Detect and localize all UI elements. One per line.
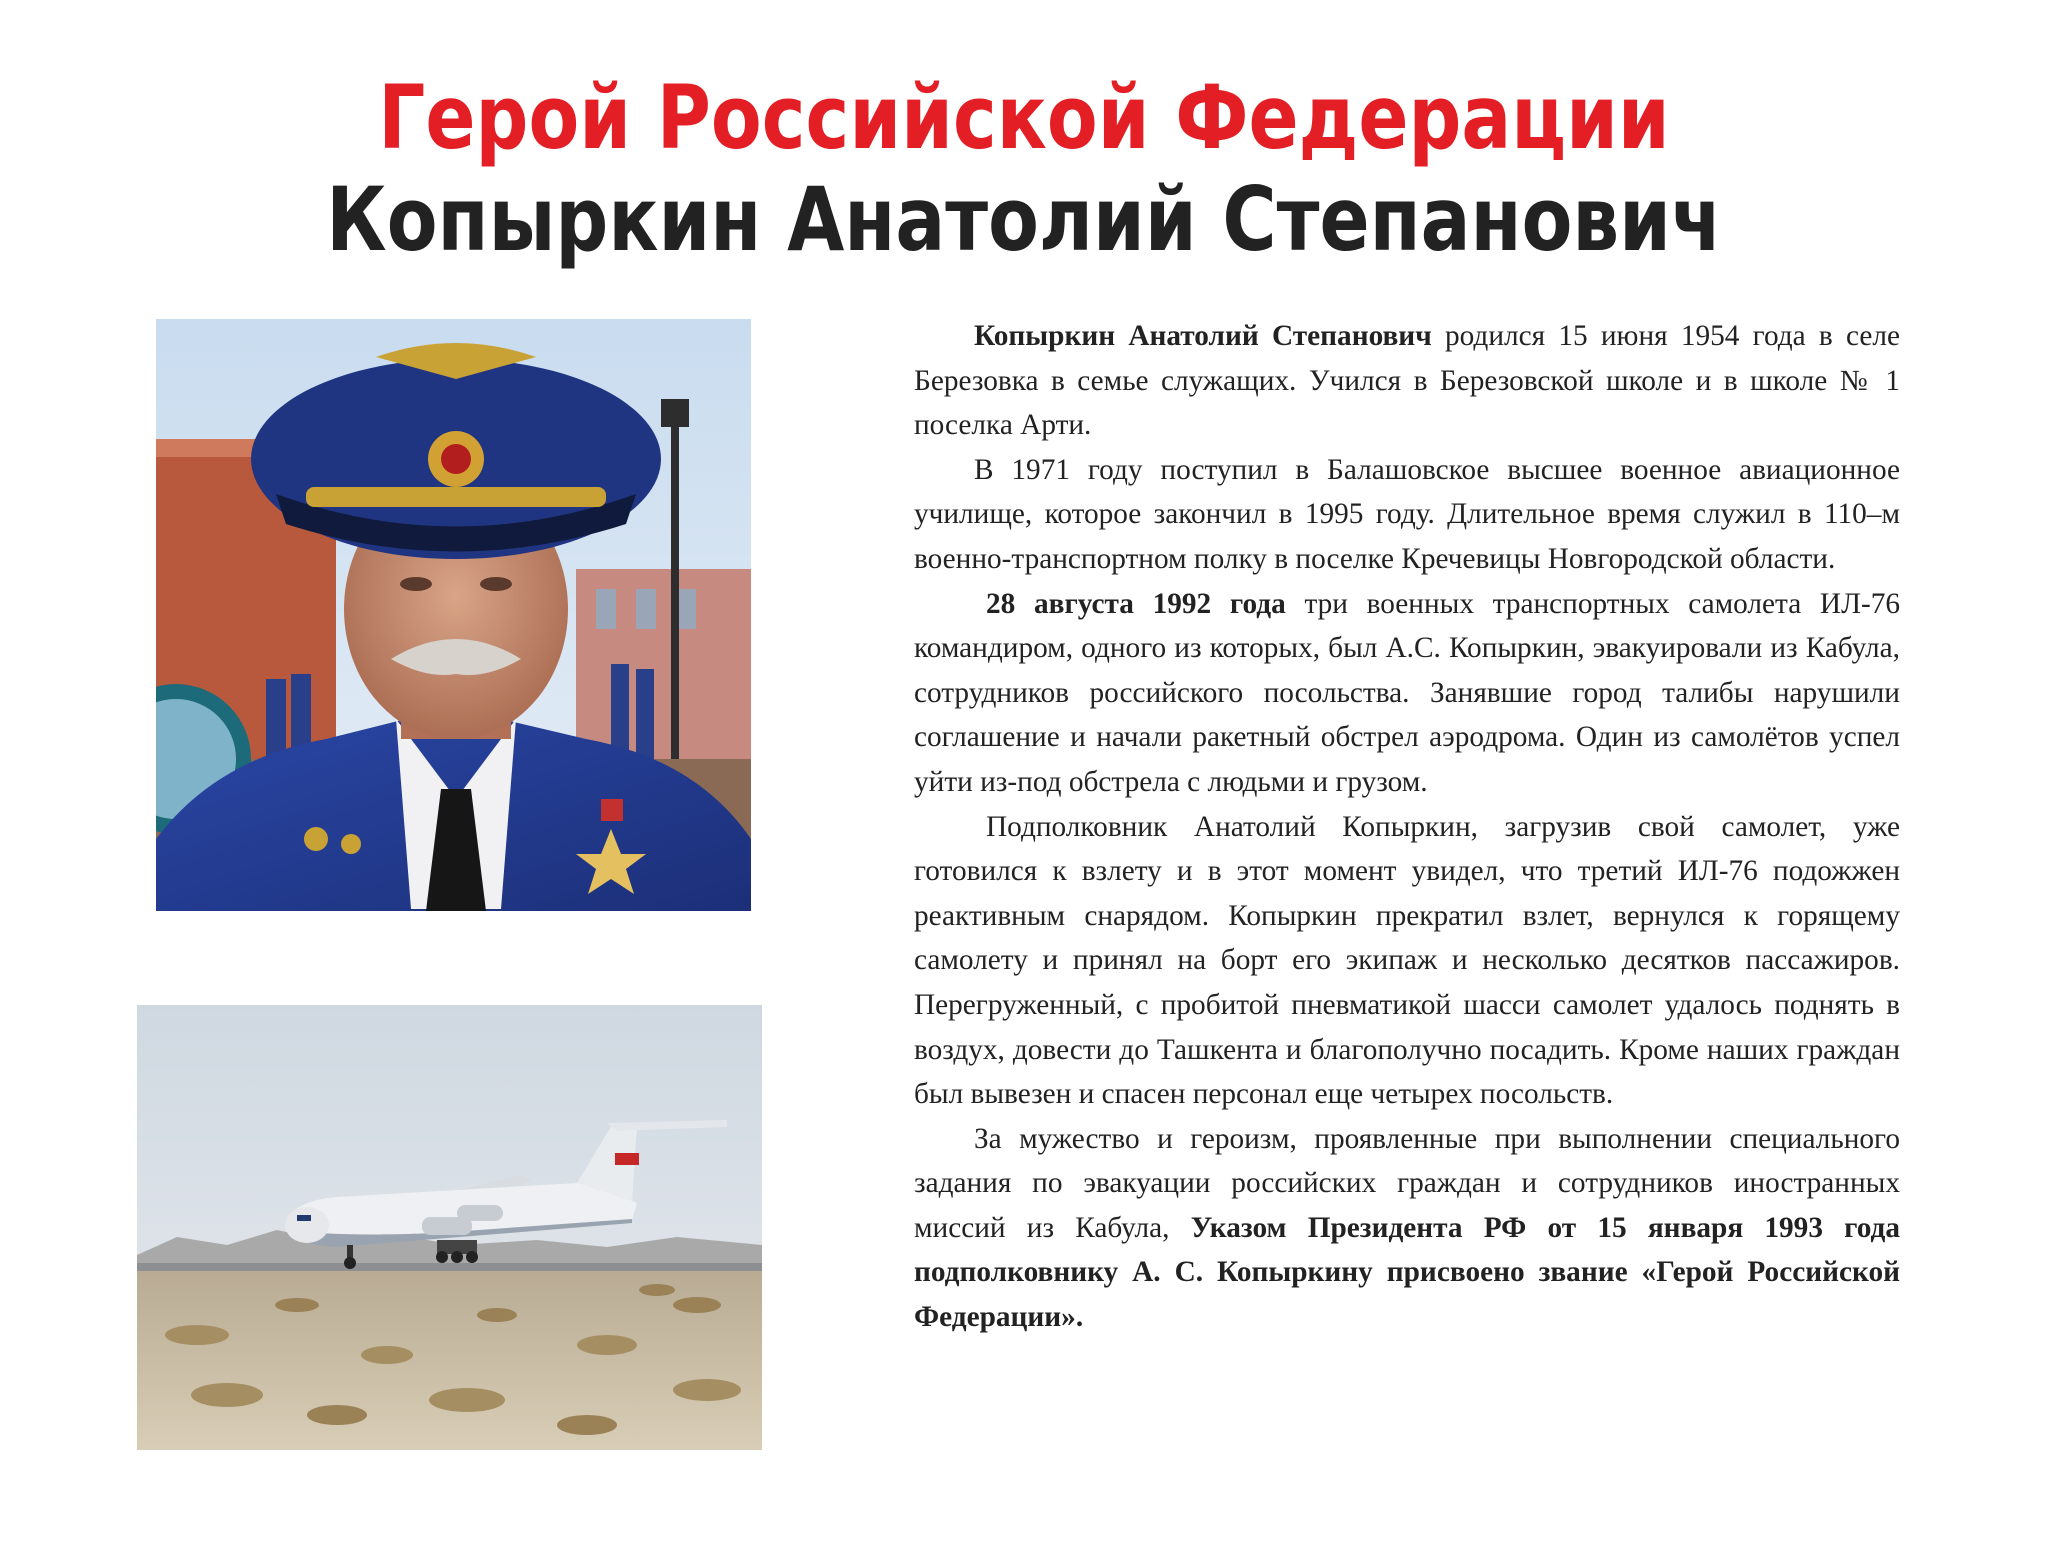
aircraft-photo [137,1005,762,1450]
bio-hero-name: Копыркин Анатолий Степанович [974,320,1432,352]
bio-paragraph-3: 28 августа 1992 года три военных транспортных самолета ИЛ-76 командиром, одного из которых, был А.С. Копыркин, эвакуировали из Кабула, сотрудников российского посольства. Занявшие город талибы нарушили соглашение и начали ракетный обстрел аэродрома. Один из самолётов успел уйти из-под обстрела с людьми и грузом. [914,587,1901,798]
bio-date: 28 августа 1992 года [986,587,1286,620]
bio-award: Указом Президента РФ от 15 января 1993 года подполковнику А. С. Копыркину присвоено звание «Герой Российской Федерации». [914,1211,1901,1334]
bio-paragraph-2: В 1971 году поступил в Балашовское высшее военное авиационное училище, которое закончил в 1995 году. Длительное время служил в 110–м военно-транспортном полку в поселке Кречевицы Новгородской области. [914,453,1900,575]
page-title: Герой Российской Федерации [378,66,1670,169]
portrait-photo [156,319,751,911]
bio-paragraph-5: За мужество и героизм, проявленные при выполнении специального задания по эвакуации российских граждан и сотрудников иностранных миссий из Кабула, Указом Президента РФ от 15 января 1993 года подполковнику А. С. Копыркину присвоено звание «Герой Российской Федерации». [914,1122,1901,1334]
biography-text [914,314,1900,1340]
bio-paragraph-1: Копыркин Анатолий Степанович родился 15 июня 1954 года в селе Березовка в семье служащих. Учился в Березовской школе и в школе № 1 поселка Арти. [914,320,1900,442]
hero-name-heading: Копыркин Анатолий Степанович [326,168,1722,271]
bio-paragraph-4: Подполковник Анатолий Копыркин, загрузив свой самолет, уже готовился к взлету и в этот момент увидел, что третий ИЛ-76 подожжен реактивным снарядом. Копыркин прекратил взлет, вернулся к горящему самолету и принял на борт его экипаж и несколько десятков пассажиров. Перегруженный, с пробитой пневматикой шасси самолет удалось поднять в воздух, довести до Ташкента и благополучно посадить. Кроме наших граждан был вывезен и спасен персонал еще четырех посольств. [914,810,1900,1111]
